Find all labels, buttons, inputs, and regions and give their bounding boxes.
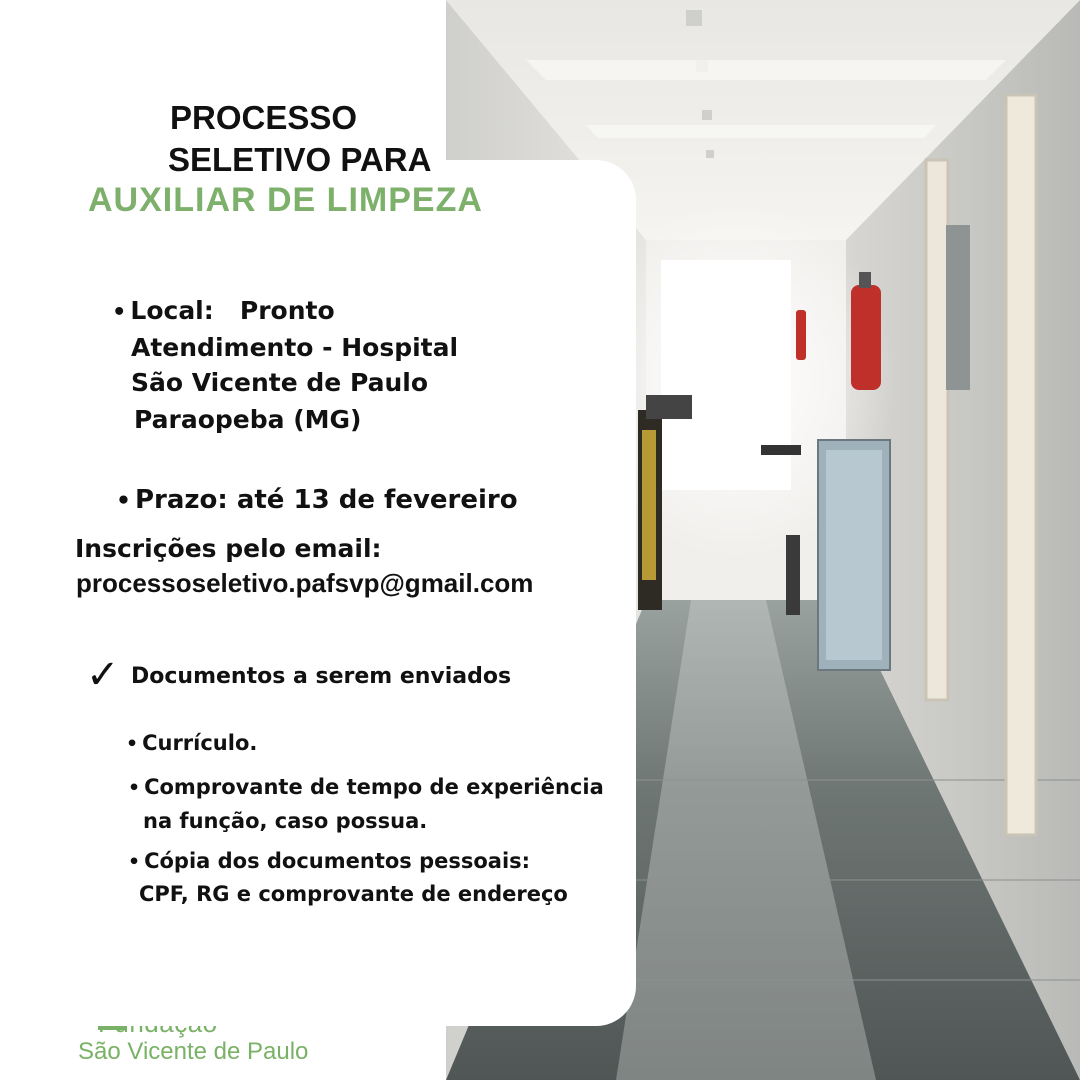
title-line2: SELETIVO PARA [168,141,432,178]
document-item-text: Comprovante de tempo de experiência [144,775,604,799]
registration-email[interactable]: processoseletivo.pafsvp@gmail.com [76,568,534,598]
documents-heading: Documentos a serem enviados [131,664,512,689]
bullet-icon: • [116,486,131,514]
location-line1: Pronto [239,296,335,325]
document-item [128,769,604,806]
deadline-text: Prazo: até 13 de fevereiro [134,485,518,515]
bullet-icon: • [112,299,127,325]
location-line4: Paraopeba (MG) [134,405,362,434]
location-label: Local: [130,296,214,325]
registration-label: Inscrições pelo email: [75,534,382,563]
logo-line2: São Vicente de Paulo [78,1038,309,1065]
location-line3: São Vicente de Paulo [131,368,429,397]
bullet-icon: • [128,777,141,799]
document-item-cont: CPF, RG e comprovante de endereço [139,882,568,906]
checkmark-icon: ✓ [86,652,120,698]
document-item-text: Currículo. [142,731,258,755]
document-item [126,725,257,762]
bullet-icon: • [128,851,141,873]
location-row [112,293,335,330]
title-line3: AUXILIAR DE LIMPEZA [88,181,483,219]
location-line2: Atendimento - Hospital [131,333,459,362]
title-line1: PROCESSO [170,99,358,136]
bullet-icon: • [126,733,139,755]
document-item-cont: na função, caso possua. [143,809,428,833]
document-item [128,843,530,880]
document-item-text: Cópia dos documentos pessoais: [144,849,531,873]
deadline-row [116,482,518,518]
